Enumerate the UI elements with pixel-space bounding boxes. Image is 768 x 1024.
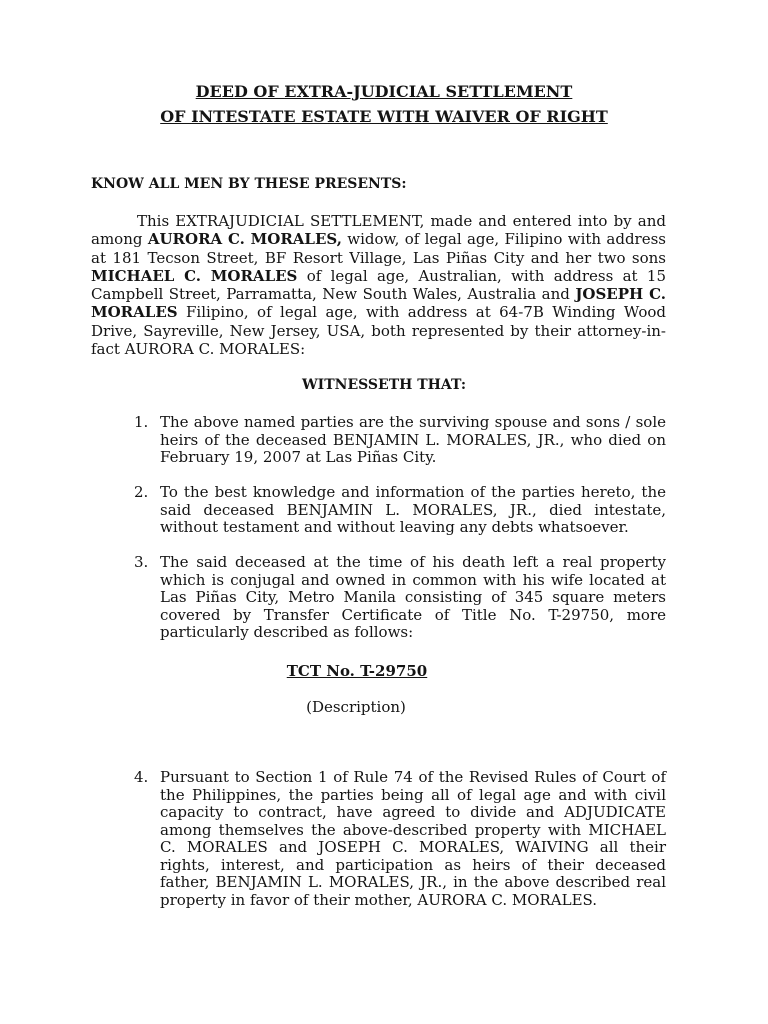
intro-text-4: Filipino, of legal age, with address at 64-7B Winding Wood Drive, Sayreville, New Jersey, USA, both represented by their attorney-in-fact AURORA C. MORALES: [91,303,666,359]
tct-label: TCT No. T-29750 [286,662,428,680]
party-name-michael: MICHAEL C. MORALES [91,266,298,285]
list-item-number: 2. [134,483,149,501]
list-item [134,483,666,537]
party-name-joseph: JOSEPH C. MORALES [91,285,666,322]
list-item-number: 3. [134,553,149,571]
intro-text-2: widow, of legal age, Filipino with address at 181 Tecson Street, BF Resort Village, Las Piñas City and her two sons [91,230,666,267]
list-item [134,553,666,642]
list-item-text: The above named parties are the surviving spouse and sons / sole heirs of the deceased BENJAMIN L. MORALES, JR., who died on February 19, 2007 at Las Piñas City. [160,413,666,466]
list-item [134,768,666,909]
intro-text-1: This EXTRAJUDICIAL SETTLEMENT, made and entered into by and among [91,212,666,249]
document-title-line-2: OF INTESTATE ESTATE WITH WAIVER OF RIGHT [160,107,608,126]
opening-heading: KNOW ALL MEN BY THESE PRESENTS: [91,176,407,192]
list-item-text: To the best knowledge and information of the parties hereto, the said deceased BENJAMIN L. MORALES, JR., died intestate, without testament and without leaving any debts whatsoever. [160,483,666,536]
property-description: (Description) [306,698,406,716]
document-title-line-1: DEED OF EXTRA-JUDICIAL SETTLEMENT [195,82,573,101]
list-item-number: 4. [134,768,149,786]
intro-paragraph [91,212,666,358]
list-item [134,413,666,467]
intro-text-3: of legal age, Australian, with address at 15 Campbell Street, Parramatta, New South Wales, Australia and [91,266,666,304]
list-item-text: The said deceased at the time of his death left a real property which is conjugal and owned in common with his wife located at Las Piñas City, Metro Manila consisting of 345 square meters covered by Transfer Certificate of Title No. T-29750, more particularly described as follows: [160,553,666,641]
witnesseth-heading: WITNESSETH THAT: [301,377,467,393]
list-item-text: Pursuant to Section 1 of Rule 74 of the Revised Rules of Court of the Philippines, the parties being all of legal age and with civil capacity to contract, have agreed to divide and ADJUDICATE among themselves the above-described property with MICHAEL C. MORALES and JOSEPH C. MORALES, WAIVING all their rights, interest, and participation as heirs of their deceased father, BENJAMIN L. MORALES, JR., in the above described real property in favor of their mother, AURORA C. MORALES. [160,768,666,909]
party-name-aurora: AURORA C. MORALES, [147,230,342,249]
list-item-number: 1. [134,413,149,431]
